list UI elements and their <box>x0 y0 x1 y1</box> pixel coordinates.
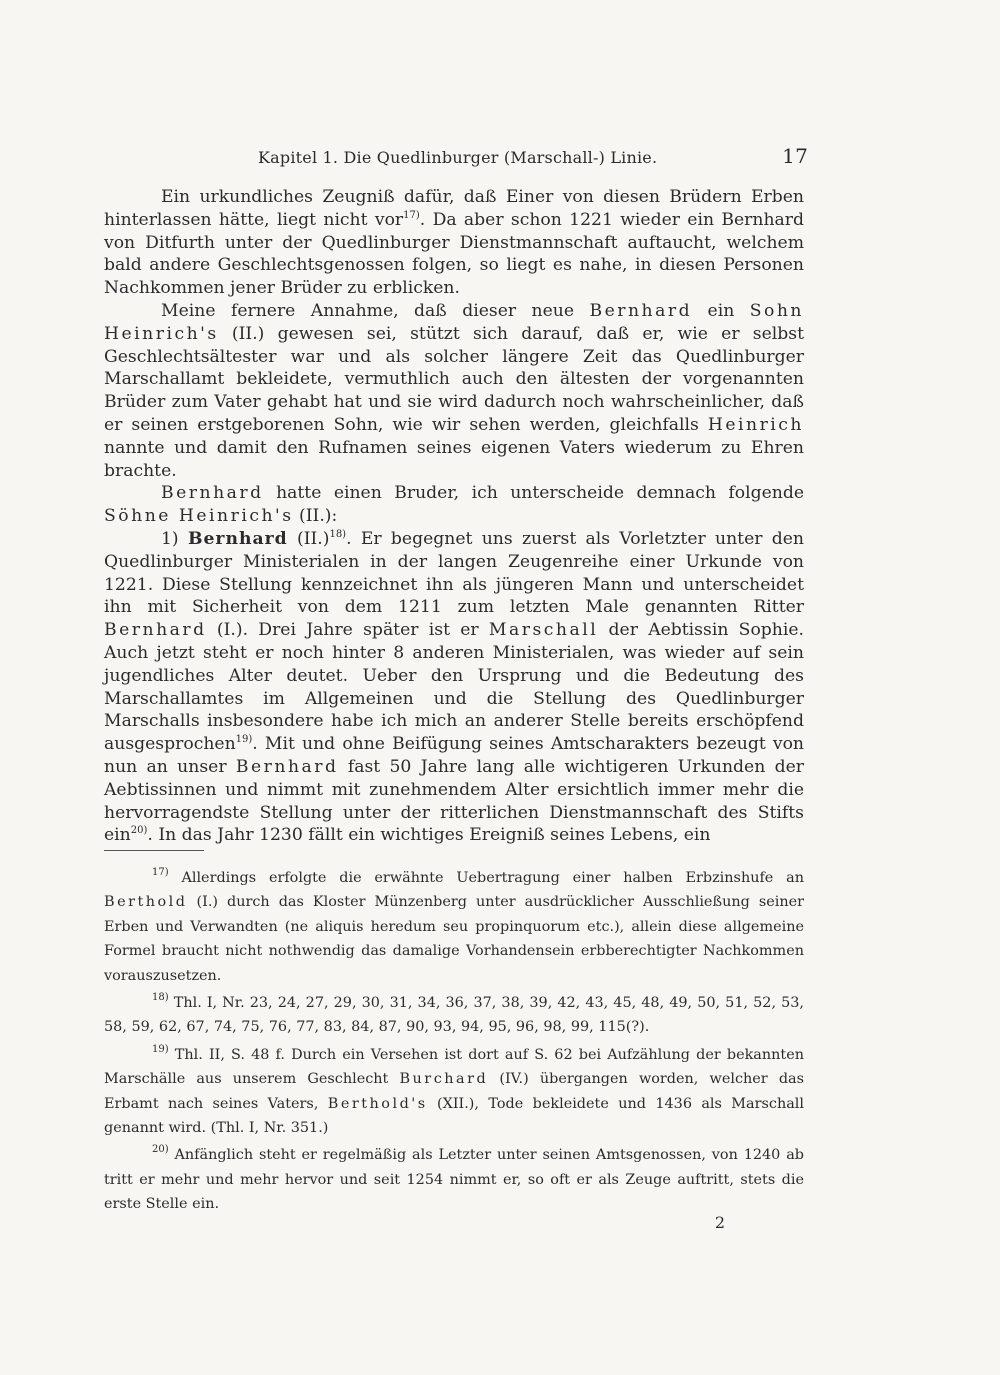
spaced-name: Bernhard <box>235 756 339 777</box>
spaced-name: Berthold's <box>327 1095 428 1112</box>
spaced-name: Bernhard <box>161 483 264 504</box>
spaced-name: Burchard <box>399 1071 489 1088</box>
footnote-ref-17: 17) <box>403 209 420 221</box>
main-text <box>104 186 804 847</box>
spaced-name: Söhne Heinrich's <box>104 506 294 527</box>
page-number: 17 <box>782 144 808 168</box>
spaced-name: Sohn Heinrich's <box>104 300 804 344</box>
footnote-18: $^{18)}$ Thl. I, Nr. 23, 24, 27, 29, 30, 31, 34, 36, 37, 38, 39, 42, 43, 45, 48, 49, 50, 51, 52, 53, 58, 59, 62, 67, 74, 75, 76, 77, 83, 84, 87, 90, 93, 94, 95, 96, 98, 99, 115(?). <box>104 992 804 1036</box>
spaced-name: Bernhard <box>104 620 207 641</box>
bold-name: Bernhard <box>187 528 288 549</box>
footnote-20: $^{20)}$ Anfänglich steht er regelmäßig als Letzter unter seinen Amtsgenossen, von 1240 ab tritt er mehr und mehr hervor und seit 1254 nimmt er, so oft er als Zeuge auftritt, stets die erste Stelle ein. <box>104 1144 804 1213</box>
paragraph-2: Meine fernere Annahme, daß dieser neue Bernhard ein Sohn Heinrich's (II.) gewesen sei, stützt sich darauf, daß er, wie er selbst Geschlechtsältester war und als solcher längere Zeit das Quedlinburger Marschallamt bekleidete, vermuthlich auch den ältesten der vorgenannten Brüder zum Vater gehabt hat und sie wird dadurch noch wahrscheinlicher, daß er seinen erstgeborenen Sohn, wie wir sehen werden, gleichfalls Heinrich nannte und damit den Rufnamen seines eigenen Vaters wiederum zu Ehren brachte. <box>104 300 804 481</box>
footnote-divider <box>104 850 204 851</box>
spaced-name: Heinrich <box>707 414 804 435</box>
footnote-ref-20: 20) <box>130 825 148 837</box>
footnote-ref-18: 18) <box>329 528 347 540</box>
footnote-ref-19: 19) <box>235 734 253 746</box>
footnote-17: $^{17)}$ Allerdings erfolgte die erwähnte Uebertragung einer halben Erbzinshufe an Berthold (I.) durch das Kloster Münzenberg unter ausdrücklicher Ausschließung seiner Erben und Verwandten (ne aliquis heredum seu propinquorum etc.), allein diese allgemeine Formel braucht nicht nothwendig das damalige Vorhandensein erbberechtigter Nachkommen vorauszusetzen. <box>104 867 804 984</box>
footnote-19: $^{19)}$ Thl. II, S. 48 f. Durch ein Versehen ist dort auf S. 62 bei Aufzählung der bekannten Marschälle aus unserem Geschlecht Burchard (IV.) übergangen worden, welcher das Erbamt nach seines Vaters, Berthold's (XII.), Tode bekleidete und 1436 als Marschall genannt wird. (Thl. I, Nr. 351.) <box>104 1043 805 1137</box>
paragraph-4: 1) Bernhard $(II.)^{18)}$. Er begegnet uns zuerst als Vorletzter unter den Quedlinburger Ministerialen in der langen Zeugenreihe einer Urkunde von 1221. Diese Stellung kennzeichnet ihn als jüngeren Mann und unterscheidet ihn mit Sicherheit von dem 1211 zum letzten Male genannten Ritter Bernhard (I.). Drei Jahre später ist er Marschall der Aebtissin Sophie. Auch jetzt steht er noch hinter 8 anderen Ministerialen, was wieder auf sein jugendliches Alter deutet. Ueber den Ursprung und die Bedeutung des Marschallamtes im Allgemeinen und die Stellung des Quedlinburger Marschalls insbesondere habe ich mich an anderer Stelle bereits erschöpfend ausgesprochen$^{19)}$. Mit und ohne Beifügung seines Amtscharakters bezeugt von nun an unser Bernhard fast 50 Jahre lang alle wichtigeren Urkunden der Aebtissinnen und nimmt mit zunehmendem Alter ersichtlich immer mehr die hervorragendste Stellung unter der ritterlichen Dienstmannschaft des Stifts ein$^{20)}$. In das Jahr 1230 fällt ein wichtiges Ereigniß seines Lebens, ein <box>104 528 805 846</box>
signature-mark: 2 <box>714 1213 726 1232</box>
running-title: Kapitel 1. Die Quedlinburger (Marschall-) Linie. <box>258 148 658 167</box>
spaced-name: Berthold <box>104 894 188 911</box>
paragraph-1: Ein urkundliches Zeugniß dafür, daß Einer von diesen Brüdern Erben hinterlassen hätte, liegt nicht vor$^{17)}$. Da aber schon 1221 wieder ein Bernhard von Ditfurth unter der Quedlinburger Dienstmannschaft auftaucht, welchem bald andere Geschlechtsgenossen folgen, so liegt es nahe, in diesen Personen Nachkommen jener Brüder zu erblicken. <box>104 187 804 299</box>
spaced-name: Bernhard <box>589 300 693 321</box>
footnotes <box>104 866 804 1220</box>
paragraph-3: Bernhard hatte einen Bruder, ich unterscheide demnach folgende Söhne Heinrich's (II.): <box>104 483 804 527</box>
spaced-name: Marschall <box>488 620 599 641</box>
